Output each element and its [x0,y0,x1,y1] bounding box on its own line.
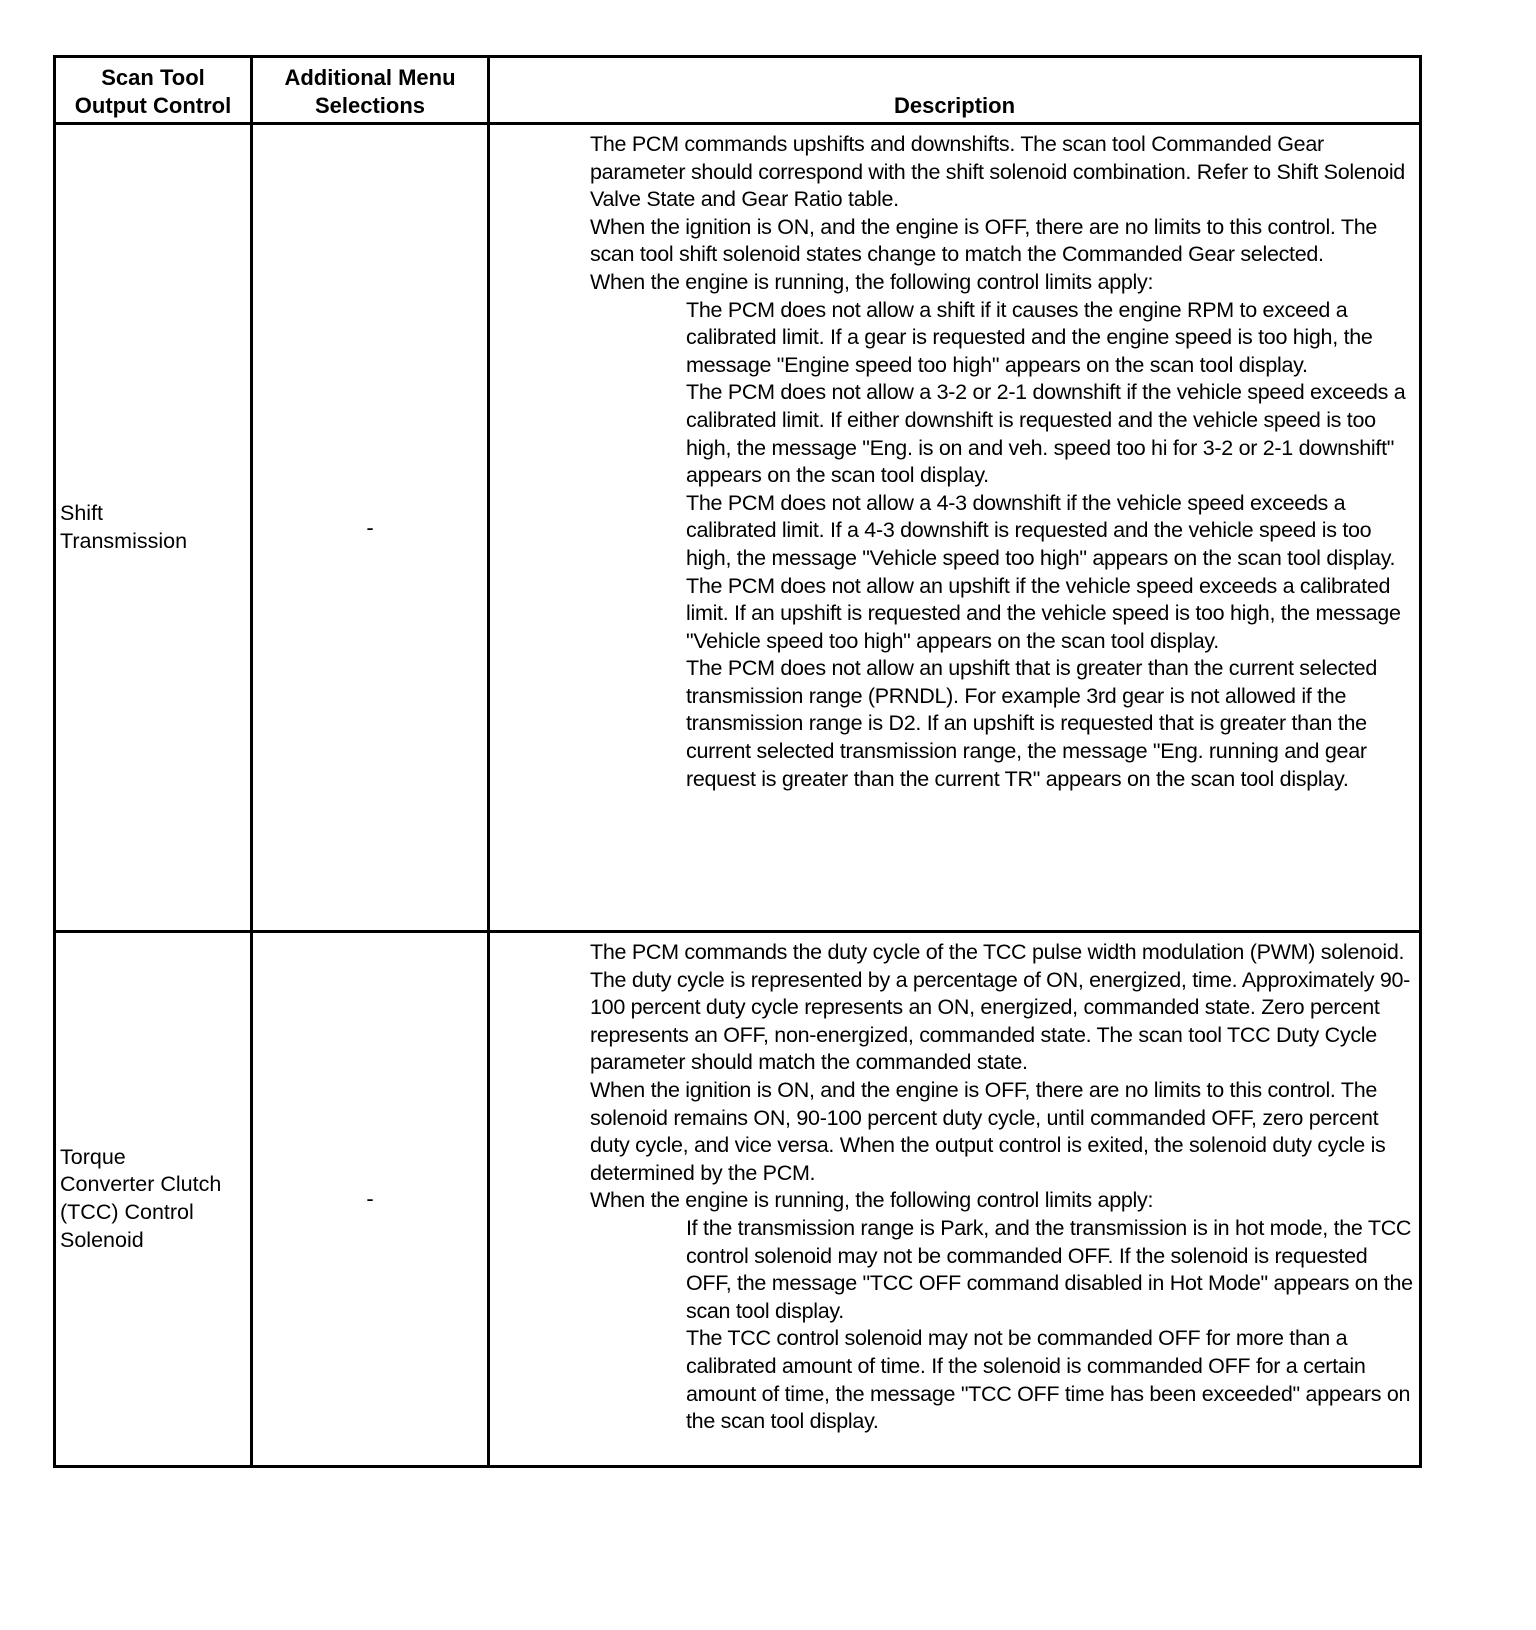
output-control-cell [55,124,252,932]
header-line: Description [893,93,1016,118]
menu-selection-cell: - [252,932,489,1467]
description-cell [489,124,1421,932]
header-output-control [55,57,252,124]
header-line: Additional Menu [284,65,456,90]
control-limit-item: The PCM does not allow a 4-3 downshift if the vehicle speed exceeds a calibrated limit. If a 4-3 downshift is requested and the vehicle speed is too high, the message "Vehicle speed too high" appears on the scan tool display. [686,490,1396,570]
description-paragraph: When the engine is running, the following control limits apply: [590,1188,1154,1213]
output-control-line: (TCC) Control [60,1200,194,1224]
table-row [55,932,1421,1467]
header-description [489,57,1421,124]
control-limit-item: The PCM does not allow a 3-2 or 2-1 downshift if the vehicle speed exceeds a calibrated limit. If either downshift is requested and the vehicle speed is too high, the message "Eng. is on and veh. speed too hi for 3-2 or 2-1 downshift" appears on the scan tool display. [686,380,1406,488]
output-control-line: Solenoid [60,1227,144,1252]
output-control-line: Transmission [60,528,188,553]
header-line: Output Control [74,93,232,118]
table-row [55,124,1421,932]
description-paragraph: When the engine is running, the following control limits apply: [590,269,1154,294]
description-paragraph: When the ignition is ON, and the engine is OFF, there are no limits to this control. The scan tool shift solenoid states change to match the Commanded Gear selected. [590,214,1378,267]
control-limit-item: If the transmission range is Park, and the transmission is in hot mode, the TCC control solenoid may not be commanded OFF. If the solenoid is requested OFF, the message "TCC OFF command disabled in Hot Mode" appears on the scan tool display. [686,1215,1413,1323]
header-row [55,57,1421,124]
output-control-cell [55,932,252,1467]
control-limit-item: The PCM does not allow a shift if it causes the engine RPM to exceed a calibrated limit. If a gear is requested and the engine speed is too high, the message "Engine speed too high" appears on the scan tool display. [686,297,1373,377]
output-control-line: Converter Clutch [60,1172,222,1197]
header-line: Selections [314,93,426,118]
header-line: Scan Tool [101,65,205,90]
description-paragraph: The PCM commands upshifts and downshifts. The scan tool Commanded Gear parameter should correspond with the shift solenoid combination. Refer to Shift Solenoid Valve State and Gear Ratio table. [590,132,1405,212]
description-paragraph: The PCM commands the duty cycle of the TCC pulse width modulation (PWM) solenoid. The duty cycle is represented by a percentage of ON, energized, time. Approximately 90-100 percent duty cycle represents an ON, energized, commanded state. Zero percent represents an OFF, non-energized, commanded state. The scan tool TCC Duty Cycle parameter should match the commanded state. [590,940,1411,1075]
output-control-line: Shift [60,500,104,525]
control-limit-item: The PCM does not allow an upshift that is greater than the current selected transmission range (PRNDL). For example 3rd gear is not allowed if the transmission range is D2. If an upshift is requested that is greater than the current selected transmission range, the message "Eng. running and gear request is greater than the current TR" appears on the scan tool display. [686,656,1377,791]
output-control-table [53,55,1422,1468]
control-limit-item: The TCC control solenoid may not be commanded OFF for more than a calibrated amount of time. If the solenoid is commanded OFF for a certain amount of time, the message "TCC OFF time has been exceeded" appears on the scan tool display. [686,1326,1411,1434]
description-paragraph: When the ignition is ON, and the engine is OFF, there are no limits to this control. The solenoid remains ON, 90-100 percent duty cycle, until commanded OFF, zero percent duty cycle, and vice versa. When the output control is exited, the solenoid duty cycle is determined by the PCM. [590,1077,1386,1185]
output-control-line: Torque [60,1144,126,1169]
menu-selection-cell: - [252,124,489,932]
header-menu-selections [252,57,489,124]
control-limit-item: The PCM does not allow an upshift if the vehicle speed exceeds a calibrated limit. If an upshift is requested and the vehicle speed is too high, the message "Vehicle speed too high" appears on the scan tool display. [686,573,1401,653]
description-cell [489,932,1421,1467]
